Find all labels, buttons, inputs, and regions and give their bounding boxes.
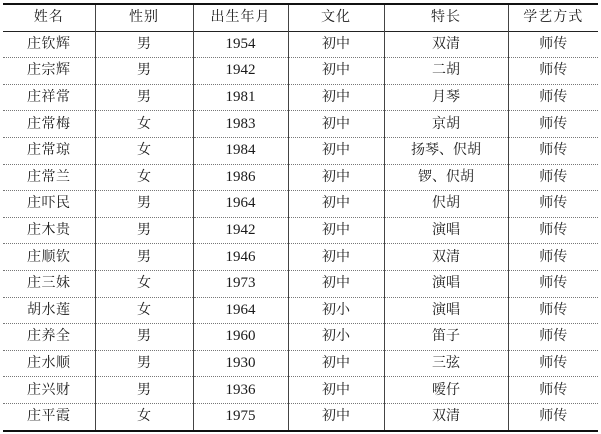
cell-specialty: 扬琴、伬胡 bbox=[384, 137, 508, 164]
cell-education: 初中 bbox=[288, 217, 384, 244]
table-row bbox=[3, 377, 598, 404]
cell-education: 初中 bbox=[288, 191, 384, 218]
table-row bbox=[3, 297, 598, 324]
cell-name: 胡水莲 bbox=[3, 297, 95, 324]
members-table bbox=[3, 3, 598, 432]
cell-specialty: 月琴 bbox=[384, 84, 508, 111]
cell-name: 庄平霞 bbox=[3, 403, 95, 430]
cell-learning-method: 师传 bbox=[508, 58, 598, 85]
cell-birth-year: 1973 bbox=[193, 270, 288, 297]
table-row bbox=[3, 244, 598, 271]
cell-birth-year: 1981 bbox=[193, 84, 288, 111]
table-header bbox=[3, 4, 598, 31]
cell-gender: 男 bbox=[95, 58, 193, 85]
cell-birth-year: 1960 bbox=[193, 324, 288, 351]
header-row bbox=[3, 4, 598, 31]
table-row bbox=[3, 137, 598, 164]
cell-learning-method: 师传 bbox=[508, 297, 598, 324]
header-education: 文化 bbox=[288, 4, 384, 31]
table-row bbox=[3, 31, 598, 58]
cell-gender: 女 bbox=[95, 270, 193, 297]
table-body bbox=[3, 31, 598, 430]
cell-gender: 男 bbox=[95, 191, 193, 218]
table-row bbox=[3, 191, 598, 218]
cell-specialty: 二胡 bbox=[384, 58, 508, 85]
cell-specialty: 伬胡 bbox=[384, 191, 508, 218]
cell-birth-year: 1983 bbox=[193, 111, 288, 138]
table-row bbox=[3, 217, 598, 244]
cell-name: 庄木贵 bbox=[3, 217, 95, 244]
cell-birth-year: 1946 bbox=[193, 244, 288, 271]
cell-name: 庄常兰 bbox=[3, 164, 95, 191]
cell-education: 初中 bbox=[288, 137, 384, 164]
cell-specialty: 演唱 bbox=[384, 217, 508, 244]
cell-name: 庄宗辉 bbox=[3, 58, 95, 85]
cell-birth-year: 1942 bbox=[193, 58, 288, 85]
cell-gender: 男 bbox=[95, 377, 193, 404]
cell-gender: 女 bbox=[95, 164, 193, 191]
cell-specialty: 双清 bbox=[384, 403, 508, 430]
cell-learning-method: 师传 bbox=[508, 377, 598, 404]
cell-education: 初中 bbox=[288, 58, 384, 85]
cell-learning-method: 师传 bbox=[508, 244, 598, 271]
cell-education: 初中 bbox=[288, 84, 384, 111]
cell-gender: 男 bbox=[95, 324, 193, 351]
cell-specialty: 三弦 bbox=[384, 350, 508, 377]
cell-specialty: 双清 bbox=[384, 244, 508, 271]
cell-birth-year: 1942 bbox=[193, 217, 288, 244]
cell-specialty: 笛子 bbox=[384, 324, 508, 351]
table-row bbox=[3, 58, 598, 85]
table-row bbox=[3, 324, 598, 351]
cell-learning-method: 师传 bbox=[508, 191, 598, 218]
cell-education: 初中 bbox=[288, 377, 384, 404]
cell-name: 庄水顺 bbox=[3, 350, 95, 377]
cell-education: 初小 bbox=[288, 297, 384, 324]
cell-specialty: 双清 bbox=[384, 31, 508, 58]
cell-birth-year: 1975 bbox=[193, 403, 288, 430]
table-row bbox=[3, 270, 598, 297]
cell-learning-method: 师传 bbox=[508, 84, 598, 111]
cell-specialty: 锣、伬胡 bbox=[384, 164, 508, 191]
cell-gender: 男 bbox=[95, 350, 193, 377]
cell-learning-method: 师传 bbox=[508, 217, 598, 244]
table-row bbox=[3, 350, 598, 377]
cell-gender: 男 bbox=[95, 31, 193, 58]
header-birth-year: 出生年月 bbox=[193, 4, 288, 31]
cell-education: 初中 bbox=[288, 244, 384, 271]
cell-education: 初中 bbox=[288, 350, 384, 377]
cell-name: 庄常琼 bbox=[3, 137, 95, 164]
table-row bbox=[3, 403, 598, 430]
cell-learning-method: 师传 bbox=[508, 137, 598, 164]
members-table-container bbox=[3, 3, 598, 432]
cell-birth-year: 1986 bbox=[193, 164, 288, 191]
cell-learning-method: 师传 bbox=[508, 164, 598, 191]
cell-education: 初中 bbox=[288, 31, 384, 58]
cell-name: 庄兴财 bbox=[3, 377, 95, 404]
cell-gender: 女 bbox=[95, 403, 193, 430]
cell-specialty: 演唱 bbox=[384, 297, 508, 324]
table-row bbox=[3, 164, 598, 191]
cell-gender: 女 bbox=[95, 137, 193, 164]
cell-education: 初中 bbox=[288, 270, 384, 297]
cell-education: 初中 bbox=[288, 164, 384, 191]
cell-gender: 男 bbox=[95, 84, 193, 111]
header-specialty: 特长 bbox=[384, 4, 508, 31]
cell-specialty: 京胡 bbox=[384, 111, 508, 138]
cell-learning-method: 师传 bbox=[508, 403, 598, 430]
cell-gender: 女 bbox=[95, 111, 193, 138]
cell-birth-year: 1936 bbox=[193, 377, 288, 404]
cell-name: 庄钦辉 bbox=[3, 31, 95, 58]
header-gender: 性别 bbox=[95, 4, 193, 31]
cell-birth-year: 1984 bbox=[193, 137, 288, 164]
cell-name: 庄顺钦 bbox=[3, 244, 95, 271]
cell-education: 初中 bbox=[288, 403, 384, 430]
cell-learning-method: 师传 bbox=[508, 324, 598, 351]
cell-name: 庄养全 bbox=[3, 324, 95, 351]
header-name: 姓名 bbox=[3, 4, 95, 31]
cell-gender: 男 bbox=[95, 244, 193, 271]
cell-gender: 男 bbox=[95, 217, 193, 244]
cell-birth-year: 1930 bbox=[193, 350, 288, 377]
cell-specialty: 演唱 bbox=[384, 270, 508, 297]
table-row bbox=[3, 84, 598, 111]
header-learning-method: 学艺方式 bbox=[508, 4, 598, 31]
table-row bbox=[3, 111, 598, 138]
cell-specialty: 嗳仔 bbox=[384, 377, 508, 404]
cell-learning-method: 师传 bbox=[508, 111, 598, 138]
cell-birth-year: 1964 bbox=[193, 297, 288, 324]
cell-gender: 女 bbox=[95, 297, 193, 324]
cell-birth-year: 1964 bbox=[193, 191, 288, 218]
cell-name: 庄三妹 bbox=[3, 270, 95, 297]
cell-learning-method: 师传 bbox=[508, 350, 598, 377]
cell-birth-year: 1954 bbox=[193, 31, 288, 58]
cell-learning-method: 师传 bbox=[508, 270, 598, 297]
cell-name: 庄常梅 bbox=[3, 111, 95, 138]
cell-name: 庄祥常 bbox=[3, 84, 95, 111]
cell-education: 初中 bbox=[288, 111, 384, 138]
cell-name: 庄吓民 bbox=[3, 191, 95, 218]
cell-learning-method: 师传 bbox=[508, 31, 598, 58]
cell-education: 初小 bbox=[288, 324, 384, 351]
